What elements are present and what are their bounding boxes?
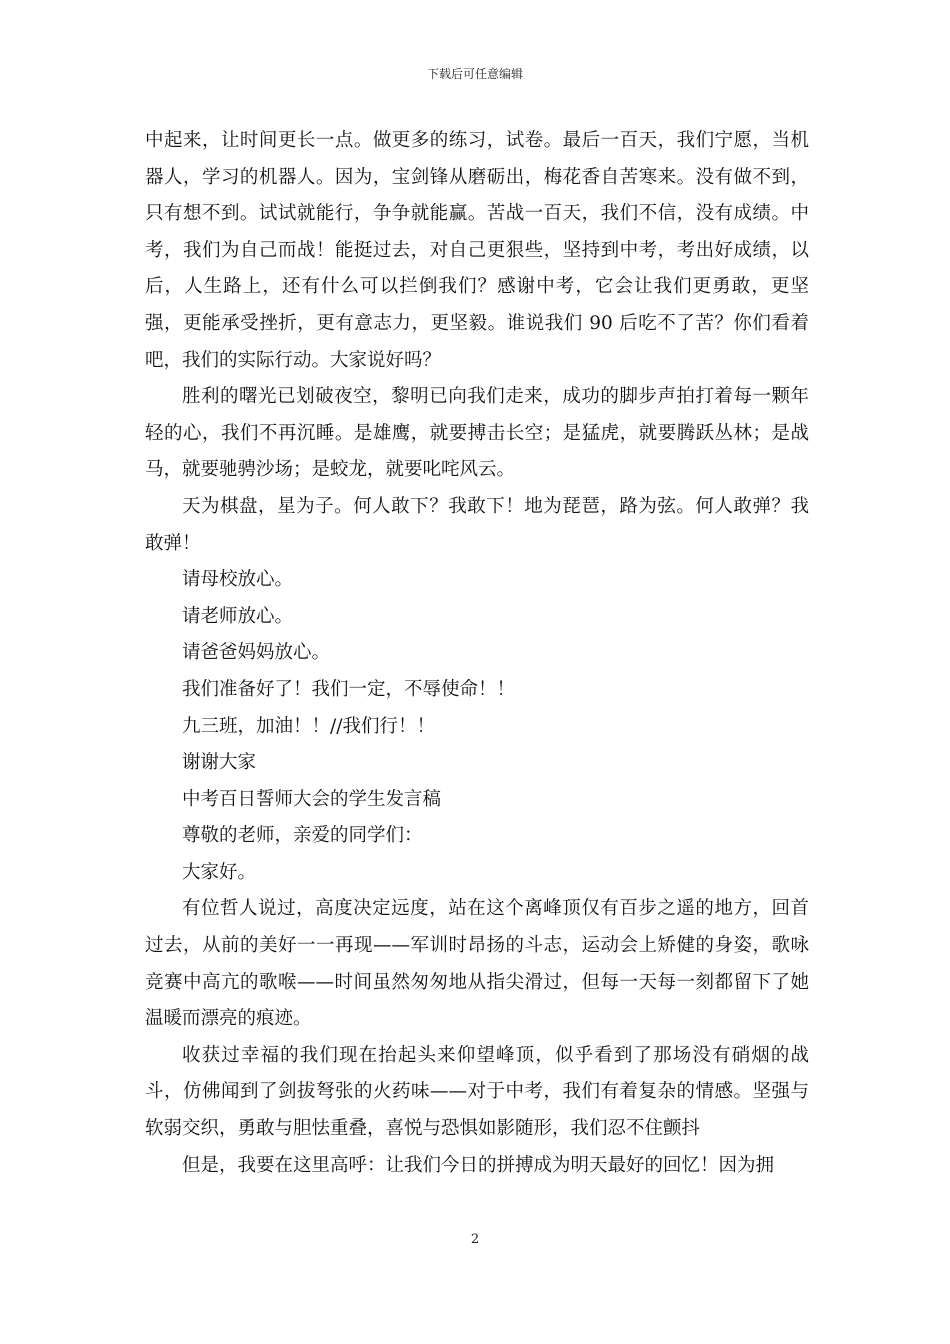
paragraph: 有位哲人说过，高度决定远度，站在这个离峰顶仅有百步之遥的地方，回首过去，从前的美好一一再现——军训时昂扬的斗志，运动会上矫健的身姿，歌咏竞赛中高亢的歌喉——时间虽然匆匆地从指尖滑过，但每一天每一刻都留下了她温暖而漂亮的痕迹。 (145, 898, 809, 1030)
paragraph: 中起来，让时间更长一点。做更多的练习，试卷。最后一百天，我们宁愿，当机器人，学习的机器人。因为，宝剑锋从磨砺出，梅花香自苦寒来。没有做不到，只有想不到。试试就能行，争争就能赢。苦战一百天，我们不信，没有成绩。中考，我们为自己而战！能挺过去，对自己更狠些，坚持到中考，考出好成绩，以后，人生路上，还有什么可以拦倒我们？感谢中考，它会让我们更勇敢，更坚强，更能承受挫折，更有意志力，更坚毅。谁说我们 90 后吃不了苦？你们看着吧，我们的实际行动。大家说好吗？ (145, 130, 809, 371)
paragraph: 中考百日誓师大会的学生发言稿 (182, 788, 442, 810)
paragraph: 尊敬的老师，亲爱的同学们： (182, 825, 423, 847)
paragraph: 请爸爸妈妈放心。 (182, 642, 331, 664)
paragraph: 九三班，加油！！//我们行！！ (182, 715, 435, 737)
paragraph: 天为棋盘，星为子。何人敢下？我敢下！地为琵琶，路为弦。何人敢弹？我敢弹！ (145, 495, 809, 554)
paragraph: 但是，我要在这里高呼：让我们今日的拼搏成为明天最好的回忆！因为拥 (182, 1154, 775, 1176)
page-header: 下载后可任意编辑 (426, 67, 523, 81)
paragraph: 请母校放心。 (182, 569, 294, 591)
paragraph: 请老师放心。 (182, 605, 294, 627)
paragraph: 收获过幸福的我们现在抬起头来仰望峰顶，似乎看到了那场没有硝烟的战斗，仿佛闻到了剑拔弩张的火药味——对于中考，我们有着复杂的情感。坚强与软弱交织，勇敢与胆怯重叠，喜悦与恐惧如影随形，我们忍不住颤抖 (145, 1044, 809, 1140)
paragraph: 我们准备好了！我们一定，不辱使命！！ (182, 678, 516, 700)
document-body (145, 123, 809, 1184)
page-number: 2 (470, 1232, 480, 1247)
paragraph: 谢谢大家 (182, 752, 257, 774)
paragraph: 胜利的曙光已划破夜空，黎明已向我们走来，成功的脚步声拍打着每一颗年轻的心，我们不再沉睡。是雄鹰，就要搏击长空；是猛虎，就要腾跃丛林；是战马，就要驰骋沙场；是蛟龙，就要叱咤风云。 (145, 386, 809, 481)
paragraph: 大家好。 (182, 861, 257, 883)
